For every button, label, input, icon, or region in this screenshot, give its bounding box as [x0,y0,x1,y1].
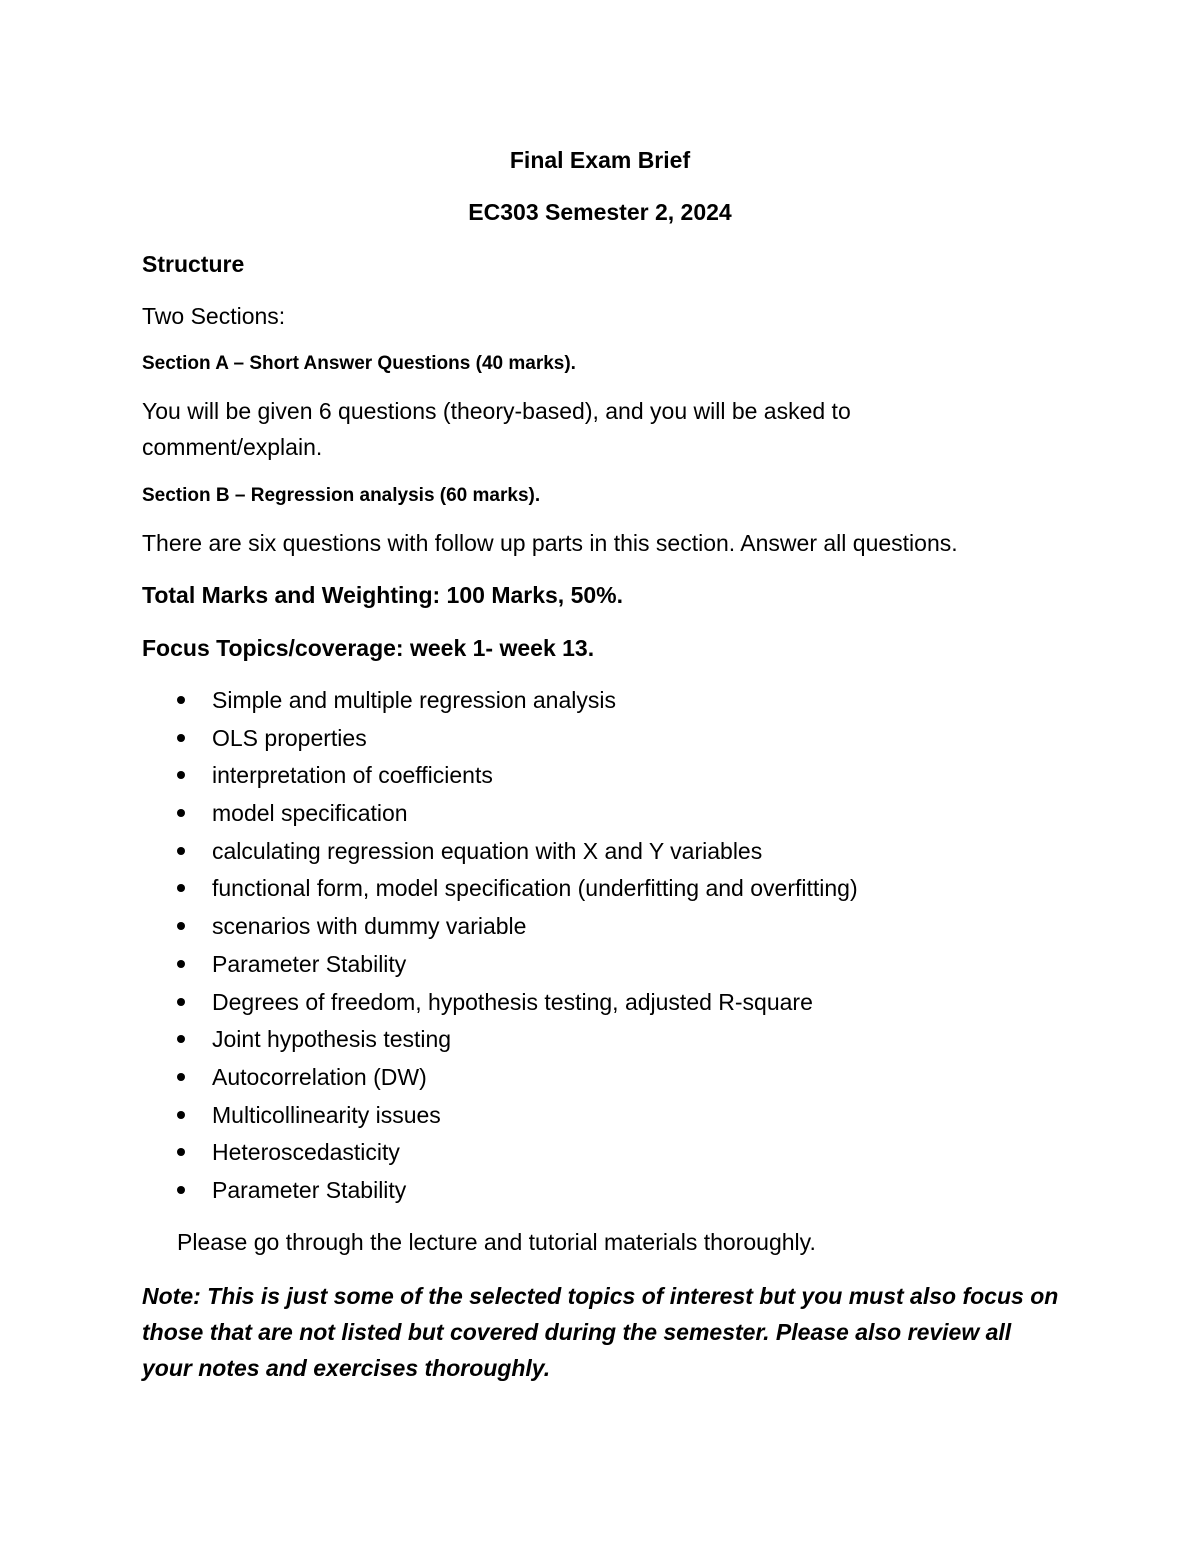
bullet-icon [177,696,185,704]
bullet-icon [177,1111,185,1119]
topic-label: interpretation of coefficients [212,762,493,789]
topic-label: OLS properties [212,724,367,751]
topic-item [172,686,858,724]
topic-item [172,799,858,837]
topic-item [172,988,858,1026]
topic-label: Multicollinearity issues [212,1101,441,1128]
topic-label: Autocorrelation (DW) [212,1063,427,1090]
structure-heading: Structure [142,251,245,277]
bullet-icon [177,960,185,968]
topic-item [172,950,858,988]
topic-label: Heteroscedasticity [212,1139,400,1166]
topic-label: Degrees of freedom, hypothesis testing, adjusted R-square [212,988,813,1015]
bullet-icon [177,847,185,855]
topic-label: Parameter Stability [212,950,407,977]
topic-item [172,1138,858,1176]
closing-text: Please go through the lecture and tutorial materials thoroughly. [177,1229,816,1255]
focus-topics: Focus Topics/coverage: week 1- week 13. [142,635,595,661]
topic-item [172,874,858,912]
topic-item [172,724,858,762]
topic-item [172,1176,858,1214]
section-a-desc-line2: comment/explain. [142,434,323,460]
topic-item [172,1025,858,1063]
bullet-icon [177,922,185,930]
bullet-icon [177,1035,185,1043]
section-b-desc: There are six questions with follow up parts in this section. Answer all questions. [142,530,958,556]
section-a-desc-line1: You will be given 6 questions (theory-based), and you will be asked to [142,398,851,424]
section-a-heading: Section A – Short Answer Questions (40 marks). [142,353,576,374]
topic-item [172,761,858,799]
topic-label: scenarios with dummy variable [212,913,527,940]
document-subtitle: EC303 Semester 2, 2024 [468,199,732,225]
two-sections-text: Two Sections: [142,303,286,329]
topic-item [172,1063,858,1101]
bullet-icon [177,734,185,742]
total-marks: Total Marks and Weighting: 100 Marks, 50%. [142,582,624,608]
topic-label: Joint hypothesis testing [212,1026,452,1053]
bullet-icon [177,771,185,779]
topic-list [172,686,858,1214]
bullet-icon [177,1186,185,1194]
topic-label: Parameter Stability [212,1176,407,1203]
bullet-icon [177,884,185,892]
topic-item [172,837,858,875]
bullet-icon [177,1148,185,1156]
topic-item [172,912,858,950]
bullet-icon [177,998,185,1006]
bullet-icon [177,809,185,817]
section-b-heading: Section B – Regression analysis (60 marks). [142,485,541,506]
topic-label: model specification [212,800,408,827]
topic-label: functional form, model specification (underfitting and overfitting) [212,875,858,902]
note-text: Note: This is just some of the selected topics of interest but you must also focus on those that are not listed but covered during the semester. Please also review all your notes and exercises thoroughly. [142,1283,1059,1381]
topic-label: calculating regression equation with X and Y variables [212,837,763,864]
bullet-icon [177,1073,185,1081]
topic-item [172,1101,858,1139]
document-title: Final Exam Brief [509,147,691,173]
topic-label: Simple and multiple regression analysis [212,687,616,713]
